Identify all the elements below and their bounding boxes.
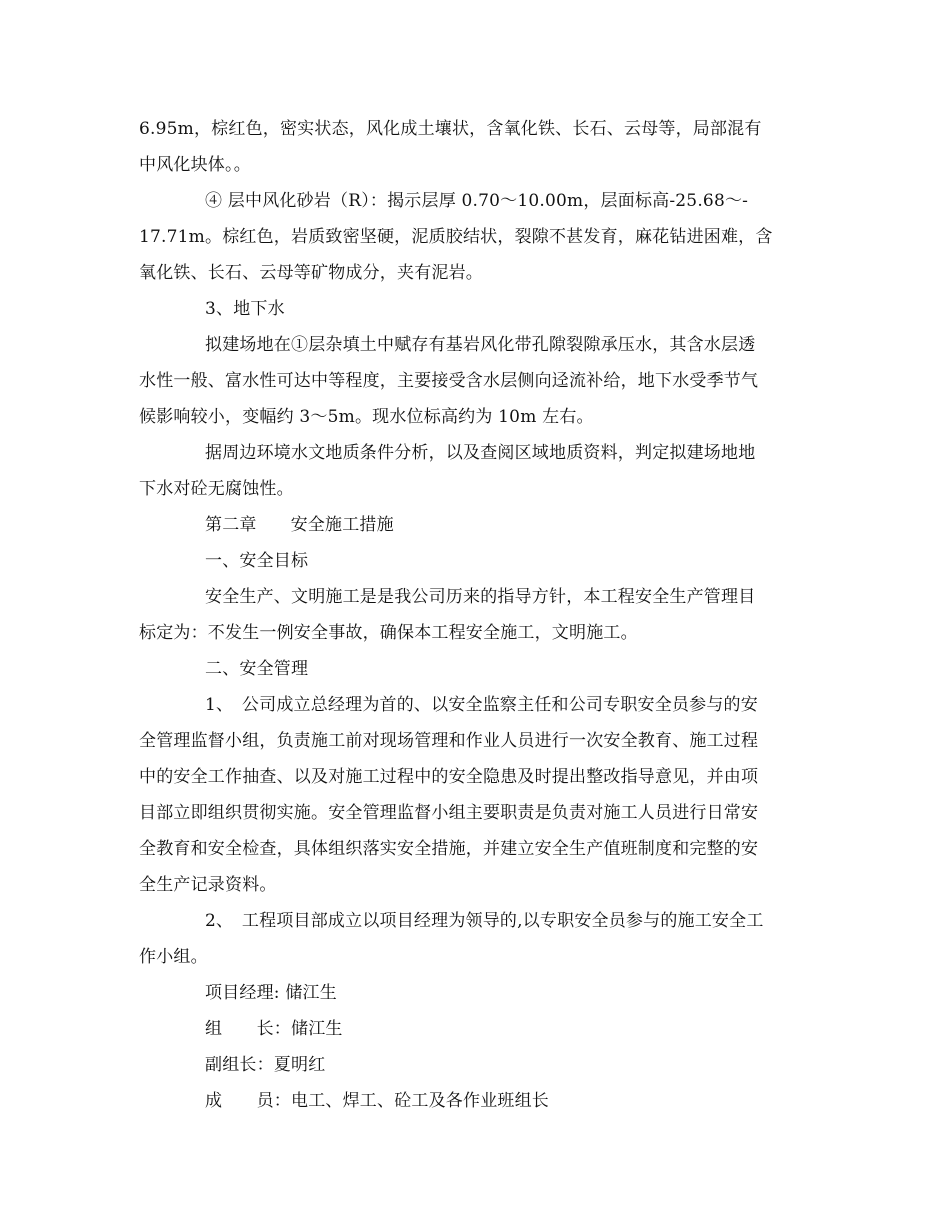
text-line: 中风化块体。。 [139, 155, 251, 175]
paragraph-supervision-group [139, 687, 814, 903]
chapter-title: 安全施工措施 [290, 515, 394, 535]
text-line: 候影响较小，变幅约 3～5m。现水位标高约为 10m 左右。 [139, 407, 594, 427]
text-line: 拟建场地在①层杂填土中赋存有基岩风化带孔隙裂隙承压水，其含水层透 [205, 335, 756, 355]
text-line: 安全生产、文明施工是是我公司历来的指导方针，本工程安全生产管理目 [205, 587, 756, 607]
text-line: 全管理监督小组，负责施工前对现场管理和作业人员进行一次安全教育、施工过程 [139, 731, 759, 751]
text-line: 6.95m，棕红色，密实状态，风化成土壤状，含氧化铁、长石、云母等，局部混有 [139, 119, 762, 139]
roster-members: 成 员：电工、焊工、砼工及各作业班组长 [205, 1091, 549, 1111]
paragraph-groundwater [139, 327, 814, 435]
paragraph-weathered-layer [139, 111, 814, 183]
chapter-heading [139, 507, 814, 543]
chapter-number: 第二章 [205, 515, 257, 535]
paragraph-safety-goal [139, 579, 814, 651]
roster-group-leader: 组 长：储江生 [205, 1019, 343, 1039]
text-line: ④ 层中风化砂岩（R）：揭示层厚 0.70～10.00m，层面标高-25.68～- [205, 191, 749, 211]
text-line: 标定为：不发生一例安全事故，确保本工程安全施工，文明施工。 [139, 623, 638, 643]
paragraph-sandstone-layer [139, 183, 814, 291]
text-line: 氧化铁、长石、云母等矿物成分，夹有泥岩。 [139, 263, 483, 283]
paragraph-corrosion [139, 435, 814, 507]
paragraph-work-group [139, 903, 814, 975]
text-line: 水性一般、富水性可达中等程度，主要接受含水层侧向迳流补给，地下水受季节气 [139, 371, 759, 391]
text-line: 1、 公司成立总经理为首的、以安全监察主任和公司专职安全员参与的安 [205, 695, 758, 715]
document-body [139, 111, 814, 1119]
heading-safety-goal: 一、安全目标 [205, 551, 309, 571]
text-line: 17.71m。棕红色，岩质致密坚硬，泥质胶结状，裂隙不甚发育，麻花钻进困难，含 [139, 227, 773, 247]
text-line: 中的安全工作抽查、以及对施工过程中的安全隐患及时提出整改指导意见，并由项 [139, 767, 759, 787]
text-line: 目部立即组织贯彻实施。安全管理监督小组主要职责是负责对施工人员进行日常安 [139, 803, 759, 823]
text-line: 据周边环境水文地质条件分析，以及查阅区域地质资料，判定拟建场地地 [205, 443, 756, 463]
heading-safety-management: 二、安全管理 [205, 659, 309, 679]
text-line: 2、 工程项目部成立以项目经理为领导的,以专职安全员参与的施工安全工 [205, 911, 764, 931]
text-line: 作小组。 [139, 947, 208, 967]
text-line: 下水对砼无腐蚀性。 [139, 479, 294, 499]
roster-deputy-leader: 副组长：夏明红 [205, 1055, 326, 1075]
roster-list [139, 975, 814, 1119]
roster-project-manager: 项目经理: 储江生 [205, 983, 337, 1003]
heading-groundwater: 3、地下水 [205, 299, 285, 319]
text-line: 全教育和安全检查，具体组织落实安全措施，并建立安全生产值班制度和完整的安 [139, 839, 759, 859]
text-line: 全生产记录资料。 [139, 875, 277, 895]
